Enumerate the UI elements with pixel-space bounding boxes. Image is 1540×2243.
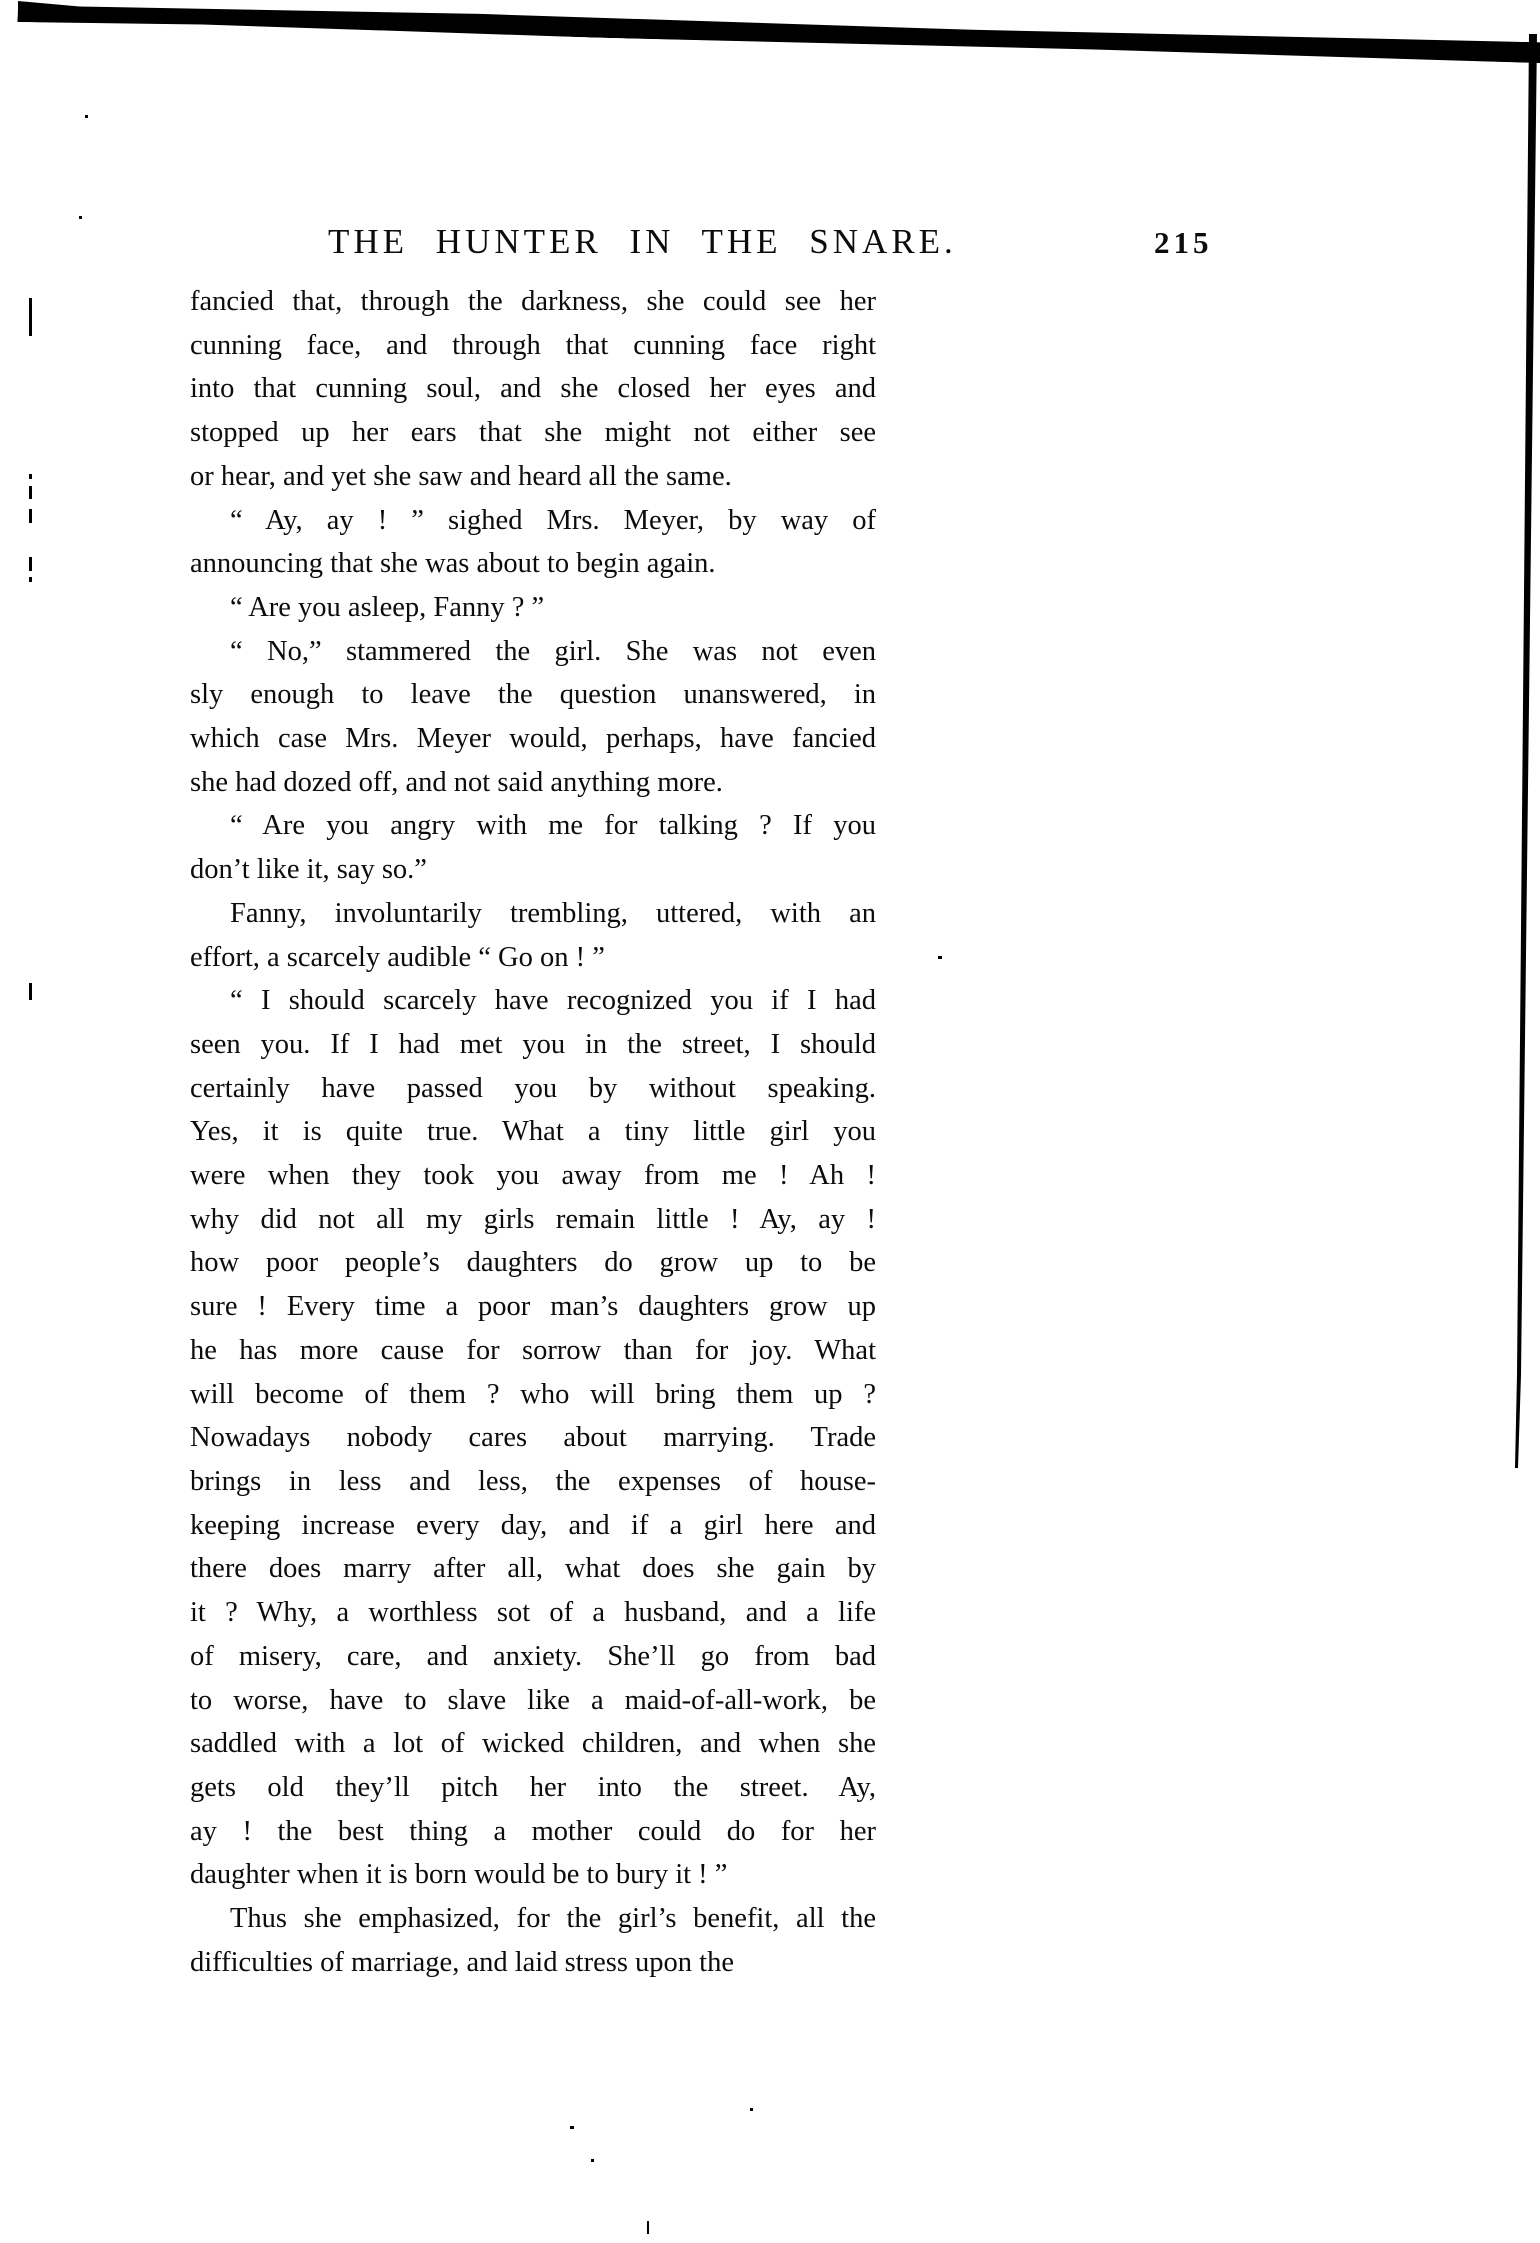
text-line: cunning face, and through that cunning face right: [190, 329, 876, 361]
scan-artifact-left-tick: [29, 486, 32, 499]
text-line: keeping increase every day, and if a girl here and: [190, 1509, 876, 1541]
text-line: of misery, care, and anxiety. She’ll go from bad: [190, 1640, 876, 1672]
text-line: he has more cause for sorrow than for joy. What: [190, 1334, 876, 1366]
scan-artifact-top-bar: [17, 1, 1540, 64]
running-title: THE HUNTER IN THE SNARE.: [328, 222, 957, 261]
text-line: Nowadays nobody cares about marrying. Trade: [190, 1422, 876, 1454]
text-line: were when they took you away from me ! Ah !: [190, 1160, 876, 1192]
paragraph: [190, 280, 876, 499]
text-line: Fanny, involuntarily trembling, uttered, with an: [230, 897, 876, 929]
scan-artifact-left-tick: [29, 983, 32, 1000]
text-line: which case Mrs. Meyer would, perhaps, have fancied: [190, 723, 876, 755]
text-line: daughter when it is born would be to bury it ! ”: [190, 1859, 728, 1891]
scan-artifact-left-tick: [29, 298, 32, 336]
text-line: “ Are you angry with me for talking ? If you: [230, 810, 876, 842]
text-line: difficulties of marriage, and laid stress upon the: [190, 1946, 734, 1978]
text-line: sure ! Every time a poor man’s daughters grow up: [190, 1291, 876, 1323]
text-line: how poor people’s daughters do grow up to be: [190, 1247, 876, 1279]
paragraph: [190, 1897, 876, 1984]
text-line: gets old they’ll pitch her into the street. Ay,: [190, 1771, 876, 1803]
text-line: don’t like it, say so.”: [190, 854, 427, 886]
text-line: into that cunning soul, and she closed her eyes and: [190, 373, 876, 405]
text-line: Yes, it is quite true. What a tiny little girl you: [190, 1116, 876, 1148]
scan-artifact-left-tick: [29, 577, 32, 582]
text-line: Thus she emphasized, for the girl’s benefit, all the: [230, 1903, 876, 1935]
paragraph: [190, 979, 876, 1897]
text-line: seen you. If I had met you in the street, I should: [190, 1028, 876, 1060]
scan-artifact-speck: [85, 115, 88, 118]
text-line: ay ! the best thing a mother could do for her: [190, 1815, 876, 1847]
scan-artifact-left-tick: [29, 474, 32, 479]
text-line: why did not all my girls remain little ! Ay, ay !: [190, 1203, 876, 1235]
text-line: “ Ay, ay ! ” sighed Mrs. Meyer, by way of: [230, 504, 876, 536]
text-line: “ I should scarcely have recognized you if I had: [230, 985, 876, 1017]
text-line: to worse, have to slave like a maid-of-all-work, be: [190, 1684, 876, 1716]
scan-artifact-left-tick: [29, 509, 32, 523]
scan-artifact-speck: [938, 956, 942, 959]
text-line: saddled with a lot of wicked children, and when she: [190, 1728, 876, 1760]
page-number: 215: [1154, 225, 1213, 260]
text-line: sly enough to leave the question unanswered, in: [190, 679, 876, 711]
paragraph: [190, 499, 876, 586]
text-line: “ Are you asleep, Fanny ? ”: [230, 591, 545, 623]
text-line: she had dozed off, and not said anything more.: [190, 766, 723, 798]
scan-artifact-speck: [647, 2221, 649, 2234]
paragraph: [190, 892, 876, 979]
text-line: “ No,” stammered the girl. She was not even: [230, 635, 876, 667]
text-line: certainly have passed you by without speaking.: [190, 1072, 876, 1104]
text-line: brings in less and less, the expenses of house-: [190, 1465, 876, 1497]
text-line: fancied that, through the darkness, she could see her: [190, 286, 876, 317]
text-line: it ? Why, a worthless sot of a husband, and a life: [190, 1597, 876, 1629]
scan-artifact-left-tick: [29, 557, 32, 571]
scan-artifact-speck: [750, 2108, 753, 2111]
paragraph: [190, 804, 876, 891]
text-line: or hear, and yet she saw and heard all the same.: [190, 460, 732, 492]
text-line: will become of them ? who will bring them up ?: [190, 1378, 876, 1410]
scan-artifact-speck: [79, 216, 82, 219]
text-line: announcing that she was about to begin again.: [190, 548, 716, 580]
scan-artifact-speck: [591, 2159, 594, 2162]
paragraph: [190, 630, 876, 805]
page-body: [190, 280, 876, 1984]
text-line: there does marry after all, what does she gain by: [190, 1553, 876, 1585]
scan-artifact-speck: [570, 2126, 574, 2129]
paragraph: [190, 586, 876, 630]
text-line: effort, a scarcely audible “ Go on ! ”: [190, 941, 605, 973]
text-line: stopped up her ears that she might not either see: [190, 417, 876, 449]
